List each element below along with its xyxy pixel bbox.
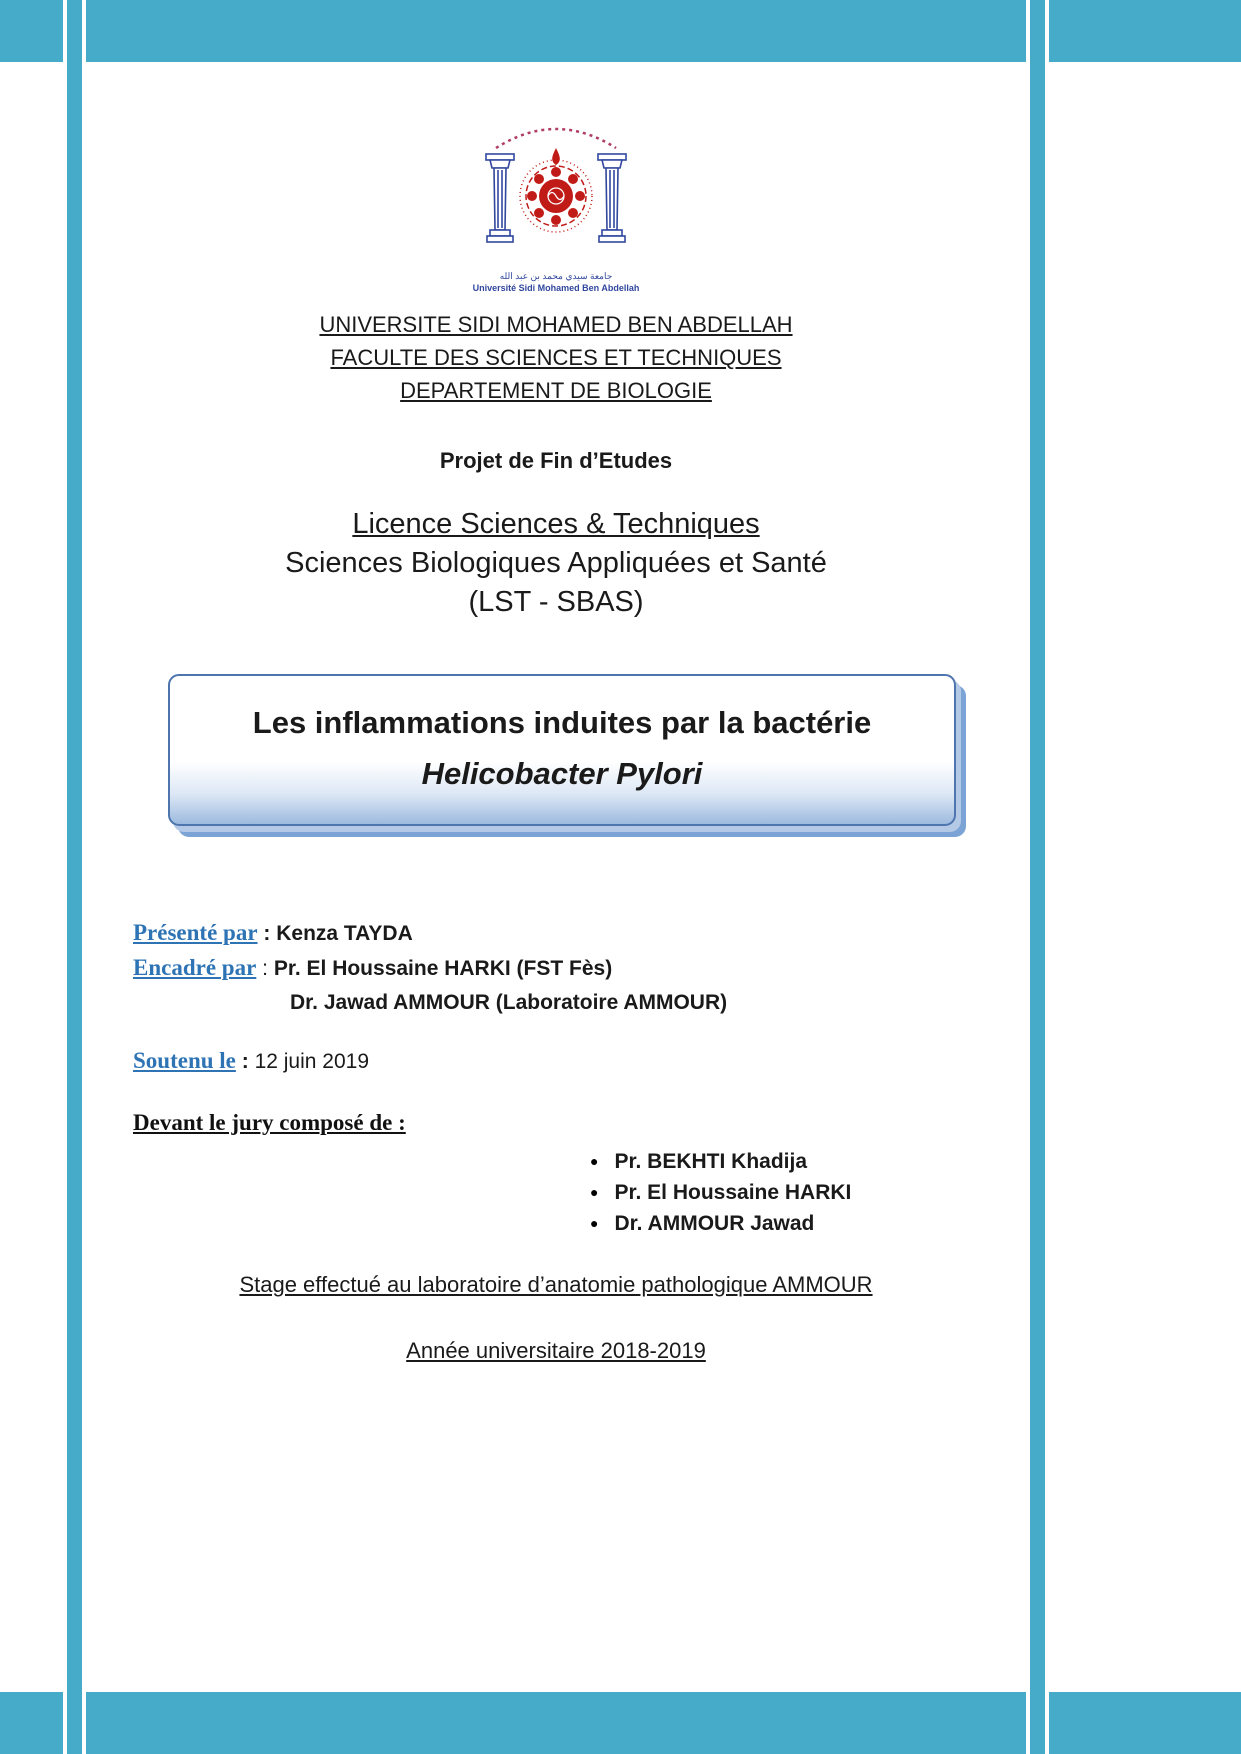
jury-heading: Devant le jury composé de : <box>133 1110 406 1135</box>
jury-member: ● Pr. El Houssaine HARKI <box>590 1177 851 1208</box>
project-type: Projet de Fin d’Etudes <box>439 448 673 473</box>
university-logo <box>82 118 1030 293</box>
thesis-title-line1: Les inflammations induites par la bactérie <box>252 705 872 740</box>
department-name: DEPARTEMENT DE BIOLOGIE <box>400 378 712 403</box>
defense-date-line: Soutenu le : 12 juin 2019 <box>133 1048 369 1073</box>
specialty-name: Sciences Biologiques Appliquées et Santé <box>285 547 827 579</box>
supervisor-2-line <box>290 986 727 1020</box>
supervised-by-label: Encadré par <box>133 955 257 980</box>
thesis-title-line2: Helicobacter Pylori <box>421 756 703 791</box>
internship-line: Stage effectué au laboratoire d’anatomie pathologique AMMOUR <box>239 1272 873 1297</box>
supervisor-2: Dr. Jawad AMMOUR (Laboratoire AMMOUR) <box>290 991 728 1014</box>
presented-by-label: Présenté par <box>133 920 258 945</box>
degree-abbreviation: (LST - SBAS) <box>468 586 644 618</box>
author-name: Kenza TAYDA <box>276 922 413 945</box>
bullet-icon: ● <box>590 1215 599 1231</box>
thesis-title-box <box>168 674 956 826</box>
degree-block <box>82 505 1030 622</box>
jury-member: ● Pr. BEKHTI Khadija <box>590 1146 851 1177</box>
jury-member: ● Dr. AMMOUR Jawad <box>590 1208 851 1239</box>
degree-name: Licence Sciences & Techniques <box>352 508 760 540</box>
credits-block <box>133 916 727 1020</box>
university-name: UNIVERSITE SIDI MOHAMED BEN ABDELLAH <box>319 312 793 337</box>
bullet-icon: ● <box>590 1153 599 1169</box>
faculty-name: FACULTE DES SCIENCES ET TECHNIQUES <box>330 345 782 370</box>
supervisor-1: Pr. El Houssaine HARKI (FST Fès) <box>273 957 613 980</box>
institution-block <box>82 308 1030 407</box>
presented-by-line: Présenté par : Kenza TAYDA <box>133 920 413 945</box>
defense-date-value: 12 juin 2019 <box>254 1050 369 1073</box>
university-emblem-icon <box>456 118 656 268</box>
logo-caption-arabic: جامعة سيدي محمد بن عبد الله <box>499 271 613 281</box>
academic-year-line: Année universitaire 2018-2019 <box>406 1338 706 1363</box>
jury-list <box>590 1146 851 1239</box>
bullet-icon: ● <box>590 1184 599 1200</box>
supervised-by-line: Encadré par : Pr. El Houssaine HARKI (FST Fès) <box>133 955 613 980</box>
defense-date-label: Soutenu le <box>133 1048 236 1073</box>
logo-caption-french: Université Sidi Mohamed Ben Abdellah <box>472 283 640 293</box>
cover-page <box>82 0 1030 1754</box>
